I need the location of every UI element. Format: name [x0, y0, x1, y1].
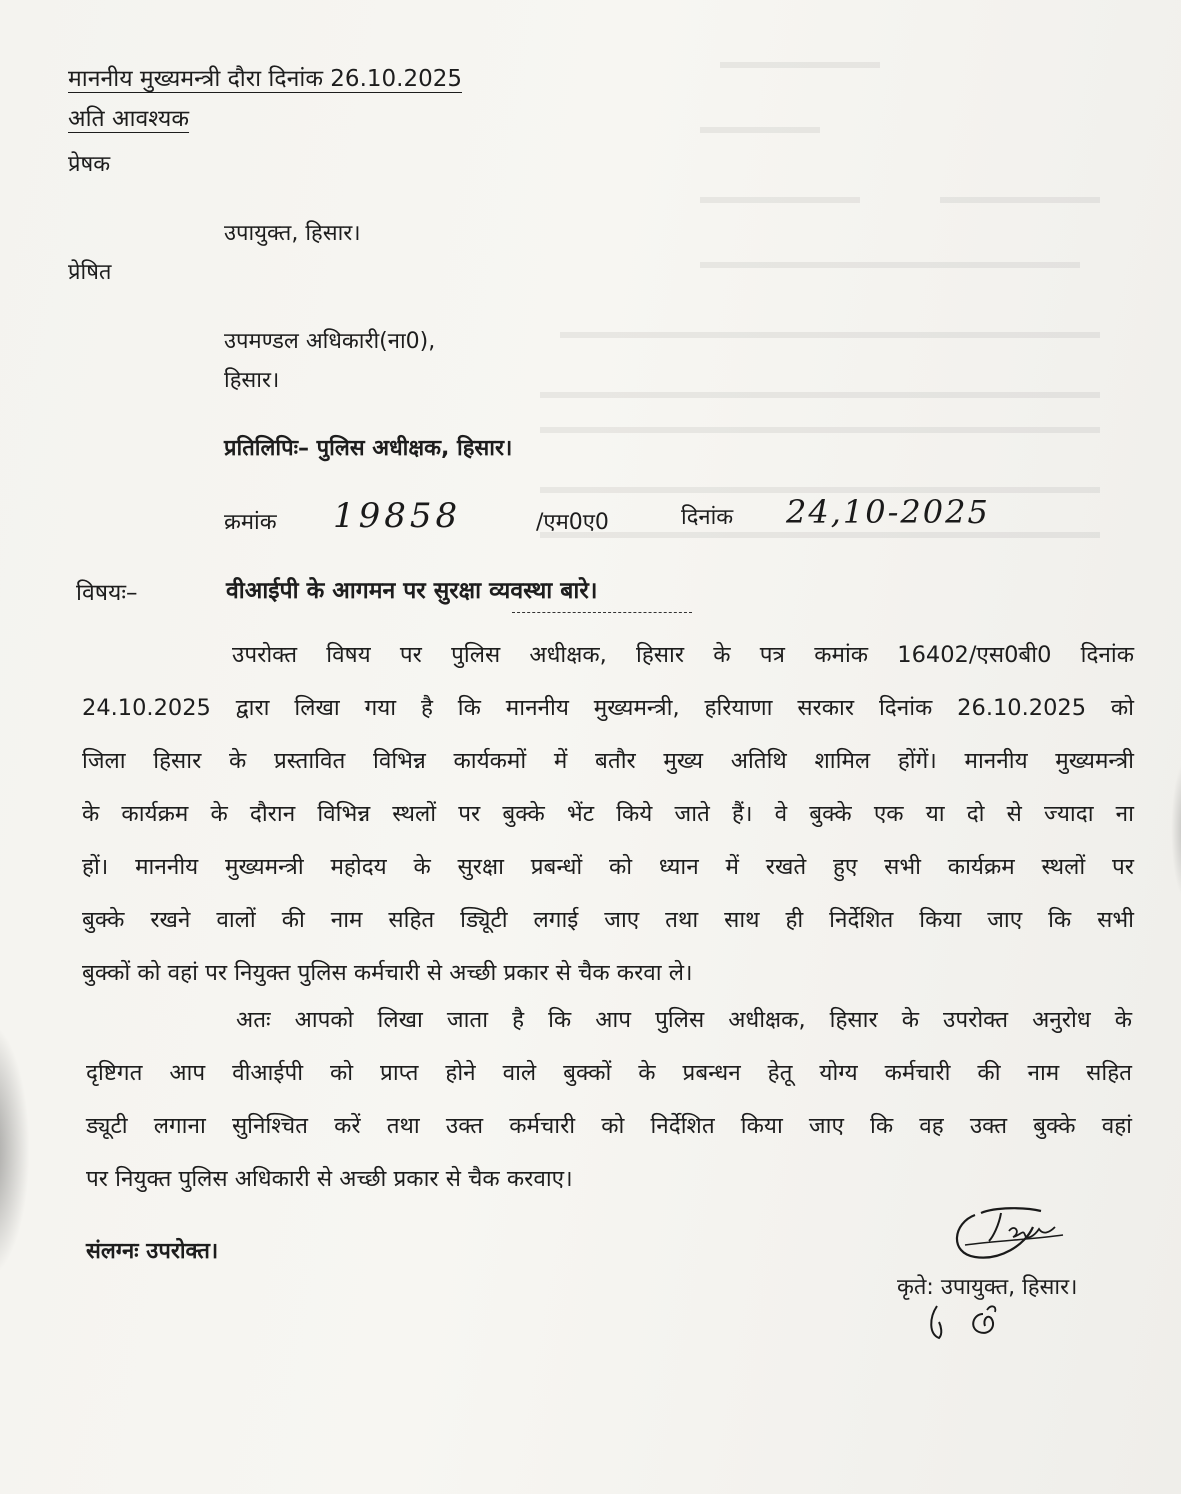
recipient-line-2: हिसार।	[224, 368, 280, 393]
initials-mark	[925, 1300, 1025, 1350]
paragraph-line: बुक्के रखने वालों की नाम सहित ड्यिूटी लगाई जाए तथा साथ ही निर्देशित किया जाए कि सभी	[82, 907, 1134, 933]
subject-separator	[512, 612, 692, 613]
sender-name: उपायुक्त, हिसार।	[224, 221, 361, 246]
paragraph-line: बुक्कों को वहां पर नियुक्त पुलिस कर्मचारी से अच्छी प्रकार से चैक करवा ले।	[82, 960, 693, 986]
signatory-designation: कृते: उपायुक्त, हिसार।	[897, 1275, 1078, 1300]
sender-label: प्रेषक	[68, 152, 111, 177]
copy-to-line: प्रतिलिपिः– पुलिस अधीक्षक, हिसार।	[224, 436, 513, 461]
page-shadow	[0, 1020, 30, 1280]
paragraph-line: हों। माननीय मुख्यमन्त्री महोदय के सुरक्षा प्रबन्धों को ध्यान में रखते हुए सभी कार्यक्रम स्थलों पर	[82, 854, 1134, 880]
recipient-label: प्रेषित	[68, 260, 112, 285]
reference-number-label: क्रमांक	[224, 510, 277, 535]
paragraph-line: अतः आपको लिखा जाता है कि आप पुलिस अधीक्षक, हिसार के उपरोक्त अनुरोध के	[236, 1007, 1132, 1033]
signature-mark	[945, 1205, 1075, 1275]
date-label: दिनांक	[681, 505, 734, 530]
recipient-line-1: उपमण्डल अधिकारी(ना0),	[224, 329, 436, 354]
date-handwritten: 24,10-2025	[786, 493, 990, 531]
paragraph-line: जिला हिसार के प्रस्तावित विभिन्न कार्यकमों में बतौर मुख्य अतिथि शामिल होंगें। माननीय मुख्यमन्त्री	[82, 748, 1134, 774]
enclosure-line: संलग्नः उपरोक्त।	[86, 1239, 219, 1264]
reference-number-handwritten: 19858	[333, 496, 462, 536]
subject-label: विषयः–	[76, 580, 138, 606]
subject-text: वीआईपी के आगमन पर सुरक्षा व्यवस्था बारे।	[226, 578, 598, 604]
paragraph-line: ड्यूटी लगाना सुनिश्चित करें तथा उक्त कर्मचारी को निर्देशित किया जाए कि वह उक्त बुक्के वहां	[86, 1113, 1132, 1139]
paragraph-line: पर नियुक्त पुलिस अधिकारी से अच्छी प्रकार से चैक करवाए।	[86, 1166, 573, 1192]
office-code: /एम0ए0	[536, 510, 609, 535]
page-shadow-right	[1171, 760, 1181, 900]
body-paragraph-1	[82, 629, 1134, 1000]
body-paragraph-2	[86, 994, 1132, 1206]
paragraph-line: दृष्टिगत आप वीआईपी को प्राप्त होने वाले बुक्कों के प्रबन्धन हेतू योग्य कर्मचारी की नाम सहित	[86, 1060, 1132, 1086]
paragraph-line: 24.10.2025 द्वारा लिखा गया है कि माननीय मुख्यमन्त्री, हरियाणा सरकार दिनांक 26.10.2025 को	[82, 695, 1134, 721]
paragraph-line: उपरोक्त विषय पर पुलिस अधीक्षक, हिसार के पत्र कमांक 16402/एस0बी0 दिनांक	[232, 642, 1134, 668]
paragraph-line: के कार्यक्रम के दौरान विभिन्न स्थलों पर बुक्के भेंट किये जाते हैं। वे बुक्के एक या दो से ज्यादा ना	[82, 801, 1134, 827]
visit-heading: माननीय मुख्यमन्त्री दौरा दिनांक 26.10.2025	[68, 66, 462, 92]
priority-label: अति आवश्यक	[68, 106, 190, 132]
